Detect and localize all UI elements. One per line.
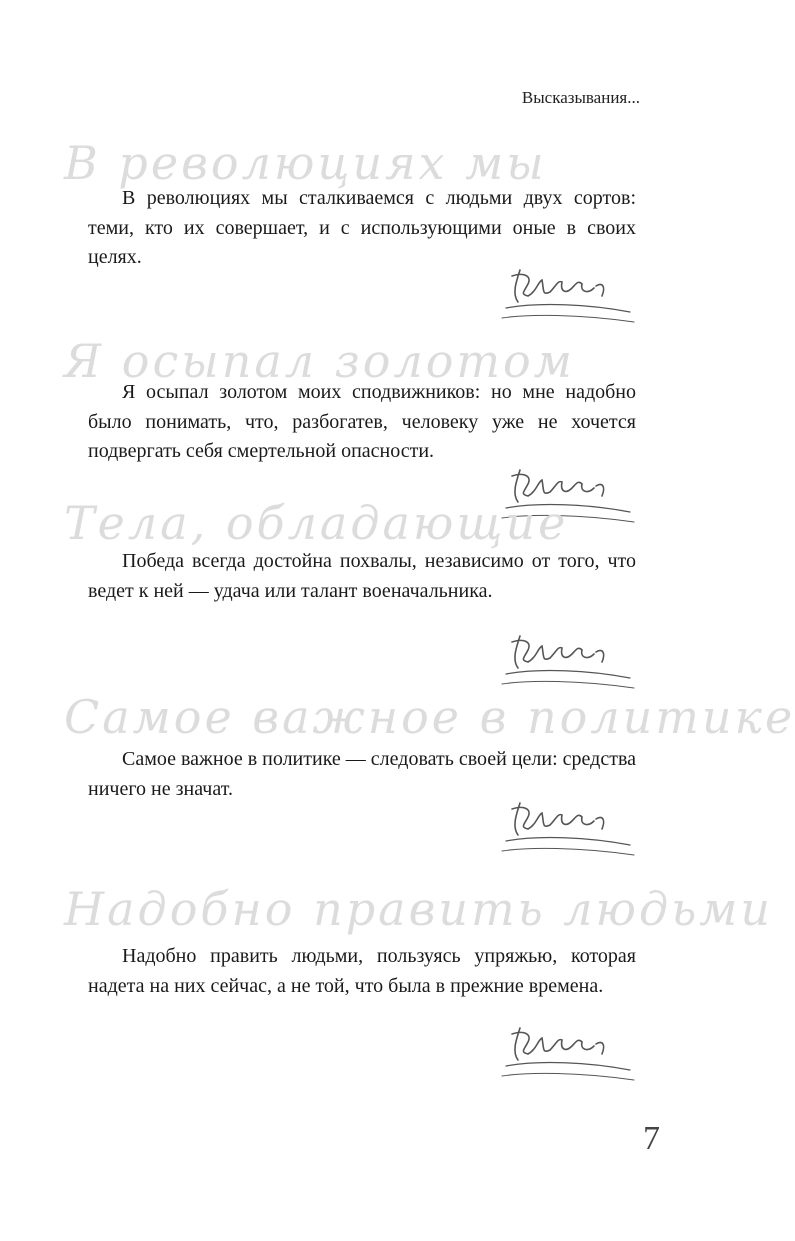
script-heading: Тела, обладающие: [64, 496, 569, 550]
quote-text: В революциях мы сталкиваемся с людьми двух сортов: теми, кто их совершает, и с использующими оные в своих целях.: [88, 187, 636, 268]
quote-text: Я осыпал золотом моих сподвижников: но мне надобно было понимать, что, разбогатев, человеку уже не хочется подвергать себя смертельной опасности.: [88, 381, 636, 462]
running-head: Высказывания...: [521, 88, 640, 107]
signature-icon: [498, 795, 638, 859]
script-heading: Надобно править людьми: [64, 882, 774, 936]
script-heading: Я осыпал золотом: [64, 334, 575, 388]
signature-icon: [498, 628, 638, 692]
page-number: 7: [643, 1120, 660, 1157]
quote-text: Победа всегда достойна похвалы, независимо от того, что ведет к ней — удача или талант военачальника.: [88, 550, 636, 602]
signature-icon: [498, 1020, 638, 1084]
quote-text: Надобно править людьми, пользуясь упряжью, которая надета на них сейчас, а не той, что была в прежние времена.: [88, 945, 636, 997]
signature-icon: [498, 262, 638, 326]
script-heading: Самое важное в политике: [64, 690, 795, 744]
quote-text: Самое важное в политике — следовать своей цели: средства ничего не значат.: [88, 748, 637, 800]
script-heading: В революциях мы: [64, 136, 547, 190]
